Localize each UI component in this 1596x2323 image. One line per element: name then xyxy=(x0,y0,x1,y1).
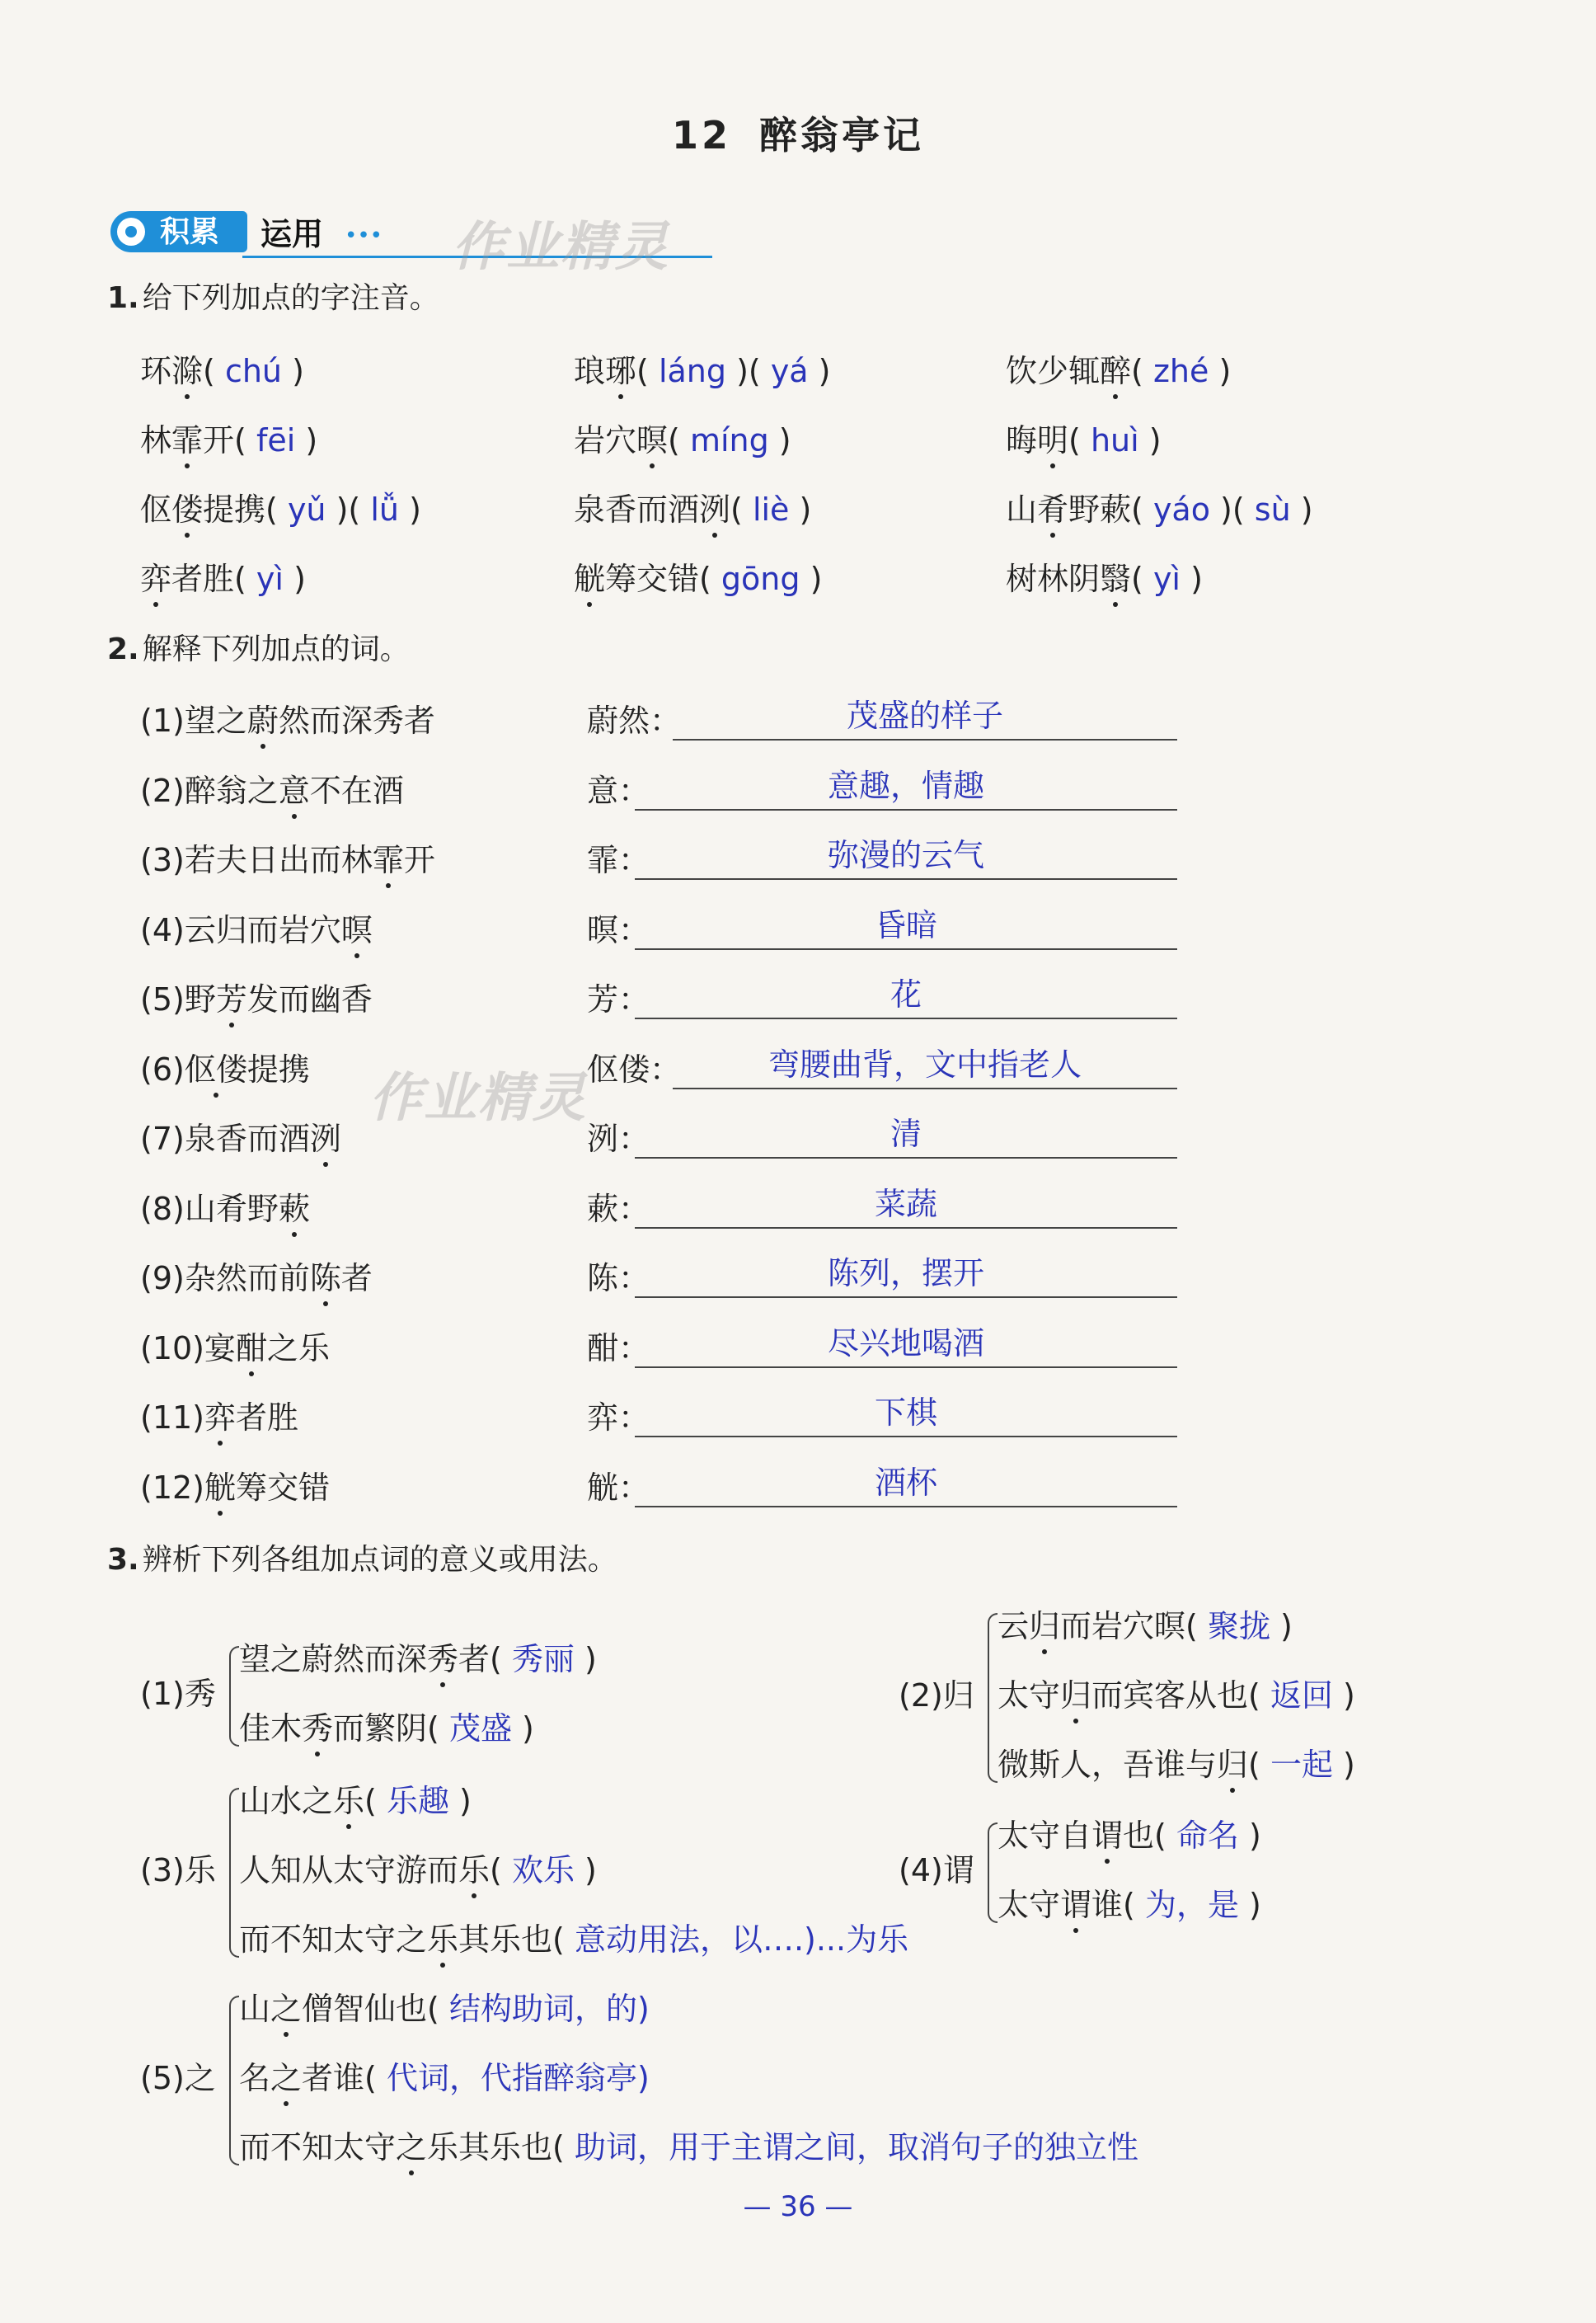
sentence-text: 山 xyxy=(239,1991,271,2027)
answer-line xyxy=(635,1366,1177,1368)
paren-text: ) xyxy=(305,422,318,458)
pinyin-answer: yǔ xyxy=(277,491,336,528)
usage-line xyxy=(239,1783,472,1819)
brace-bracket xyxy=(229,1646,239,1747)
definition-answer: 弯腰曲背，文中指老人 xyxy=(767,1046,1082,1083)
term-text: 泉香而酒 xyxy=(574,491,700,528)
pinyin-item xyxy=(574,422,791,458)
paren-text: )( xyxy=(336,491,361,528)
dotted-word: 乐 xyxy=(427,1921,459,1958)
usage-answer: 意动用法，以….)...为乐 xyxy=(564,1921,909,1958)
brace-bracket xyxy=(229,1996,239,2165)
paren-text: ) xyxy=(1343,1677,1355,1714)
pinyin-item xyxy=(574,353,831,389)
section-label-1: 积累 xyxy=(160,215,220,249)
group-label: (4)谓 xyxy=(899,1852,974,1888)
term-text: 环 xyxy=(140,353,172,389)
group-label: (2)归 xyxy=(899,1677,974,1714)
dotted-word: 蔚 xyxy=(246,703,279,739)
definition-answer: 茂盛的样子 xyxy=(846,698,1003,734)
sentence-text: 望之 xyxy=(184,703,247,739)
brace-bracket xyxy=(988,1822,998,1923)
section-label-2: 运用 xyxy=(261,216,324,252)
dotted-word: 之 xyxy=(270,1991,303,2027)
term-text: ( xyxy=(203,353,215,389)
paren-text: ) xyxy=(584,1852,597,1888)
dotted-word: 觥 xyxy=(204,1469,237,1506)
definition-answer: 下棋 xyxy=(874,1394,937,1431)
answer-line xyxy=(635,1227,1177,1229)
sentence-text: 太守 xyxy=(998,1887,1061,1923)
answer-line xyxy=(635,878,1177,880)
dotted-char: 觥 xyxy=(574,561,606,597)
sentence-text: 望之蔚然而深 xyxy=(239,1641,428,1677)
target-word: 蔚然： xyxy=(587,703,682,739)
paren-text: ) xyxy=(584,1641,597,1677)
sentence-text: 名 xyxy=(239,2060,271,2096)
sentence-text: 山肴野 xyxy=(184,1190,279,1227)
dotted-char: 洌 xyxy=(699,491,731,528)
pinyin-answer: huì xyxy=(1080,422,1149,458)
sentence-text: 其乐也( xyxy=(458,1921,565,1958)
definition-answer: 清 xyxy=(890,1116,922,1152)
pinyin-answer: sù xyxy=(1244,491,1301,528)
sentence-text: 山水之 xyxy=(239,1783,334,1819)
sentence-text: 之乐 xyxy=(267,1329,331,1366)
usage-answer: 秀丽 xyxy=(501,1641,585,1677)
target-word: 芳： xyxy=(587,981,650,1018)
dotted-char: 暝 xyxy=(636,422,669,458)
dotted-word: 陈 xyxy=(309,1260,341,1296)
dotted-word: 乐 xyxy=(333,1783,365,1819)
definition-row xyxy=(140,1191,310,1227)
sentence-text: 而繁阴( xyxy=(333,1710,439,1747)
definition-row xyxy=(140,1260,373,1296)
paren-text: ) xyxy=(1249,1887,1261,1923)
question-text: 辨析下列各组加点词的意义或用法。 xyxy=(142,1543,617,1577)
term-text: ( xyxy=(1131,353,1143,389)
dotted-word: 秀 xyxy=(302,1710,334,1747)
target-word: 霏： xyxy=(587,842,650,878)
paren-text: ) xyxy=(1190,561,1203,597)
usage-line xyxy=(998,1887,1261,1923)
answer-line xyxy=(635,1506,1177,1507)
group-label: (1)秀 xyxy=(140,1676,216,1712)
definition-row xyxy=(140,912,373,948)
dotted-char: 醉 xyxy=(1100,353,1132,389)
sentence-text: 者 xyxy=(340,1260,373,1296)
dotted-char: 翳 xyxy=(1100,561,1132,597)
paren-text: ) xyxy=(1148,422,1162,458)
sentence-text: 醉翁之 xyxy=(184,772,279,809)
answer-line xyxy=(635,809,1177,811)
definition-answer: 昏暗 xyxy=(874,906,937,943)
sentence-text: 泉香而酒 xyxy=(184,1121,310,1157)
paren-text: ) xyxy=(818,353,831,389)
usage-line xyxy=(239,1991,650,2027)
answer-line xyxy=(673,1088,1177,1089)
pinyin-item xyxy=(574,561,822,597)
usage-answer: 代词，代指醉翁亭) xyxy=(376,2060,650,2096)
pinyin-item xyxy=(1006,353,1231,389)
target-word: 陈： xyxy=(587,1260,650,1296)
target-word: 觥： xyxy=(587,1469,650,1506)
sentence-text: 开 xyxy=(403,842,435,878)
sentence-text: 人知从太守游而 xyxy=(239,1852,459,1888)
target-word: 酣： xyxy=(587,1329,650,1366)
answer-line xyxy=(673,739,1177,741)
usage-answer: 茂盛 xyxy=(439,1710,523,1747)
pinyin-answer: láng xyxy=(648,353,737,389)
term-text: 开( xyxy=(203,422,246,458)
paren-text: ) xyxy=(1300,491,1313,528)
definition-answer: 花 xyxy=(890,976,922,1013)
dotted-word: 之 xyxy=(270,2060,303,2096)
usage-answer: 欢乐 xyxy=(501,1852,585,1888)
pinyin-answer: lǚ xyxy=(360,491,410,528)
pinyin-item xyxy=(140,491,421,528)
question-3 xyxy=(107,1542,617,1578)
sentence-text: 若夫日出而林 xyxy=(184,842,373,878)
usage-line xyxy=(998,1817,1261,1854)
item-number: (9) xyxy=(140,1260,185,1296)
term-text: ( xyxy=(730,491,743,528)
group-label: (5)之 xyxy=(140,2060,216,2096)
paren-text: )( xyxy=(736,353,761,389)
question-number: 3. xyxy=(107,1543,139,1577)
target-word: 弈： xyxy=(587,1399,650,1436)
pinyin-answer: chú xyxy=(214,353,293,389)
term-text: 林 xyxy=(140,422,172,458)
dotted-char: 弈 xyxy=(140,561,172,597)
sentence-text: 者谁( xyxy=(302,2060,377,2096)
dotted-word: 暝 xyxy=(340,911,373,948)
sentence-text: ( xyxy=(490,1852,502,1888)
sentence-text: 也( xyxy=(1123,1817,1166,1854)
usage-line xyxy=(239,1710,534,1747)
sentence-text: 而不知太守之 xyxy=(239,1921,428,1958)
definition-row xyxy=(140,842,435,878)
dotted-word: 归 xyxy=(1029,1608,1061,1644)
target-word: 意： xyxy=(587,772,650,809)
question-text: 给下列加点的字注音。 xyxy=(142,281,439,315)
definition-row xyxy=(140,703,435,739)
item-number: (4) xyxy=(140,911,185,948)
pinyin-answer: liè xyxy=(742,491,800,528)
sentence-text: 佳木 xyxy=(239,1710,303,1747)
lesson-number: 12 xyxy=(671,113,731,158)
usage-answer: 命名 xyxy=(1166,1817,1250,1854)
sentence-text: 然而深秀者 xyxy=(278,703,435,739)
dotted-char: 霏 xyxy=(171,422,204,458)
watermark: 作业精灵 xyxy=(452,217,669,278)
usage-line xyxy=(239,1921,908,1958)
dotted-word: 归 xyxy=(1060,1677,1092,1714)
dotted-word: 芳 xyxy=(215,981,247,1018)
usage-line xyxy=(998,1677,1355,1714)
term-text: ( xyxy=(1131,561,1143,597)
dotted-word: 弈 xyxy=(204,1399,237,1436)
item-number: (5) xyxy=(140,981,185,1018)
definition-answer: 尽兴地喝酒 xyxy=(827,1324,984,1361)
sentence-text: 提携 xyxy=(246,1051,310,1088)
target-word: 暝： xyxy=(587,911,650,948)
item-number: (7) xyxy=(140,1121,185,1157)
usage-line xyxy=(239,2129,1138,2165)
usage-answer: 返回 xyxy=(1260,1677,1344,1714)
sentence-text: 宴 xyxy=(204,1329,237,1366)
brace-bracket xyxy=(988,1613,998,1783)
usage-line xyxy=(239,1641,597,1677)
question-2 xyxy=(107,632,410,668)
sentence-text: 云 xyxy=(998,1608,1030,1644)
pinyin-item xyxy=(1006,491,1313,528)
item-number: (11) xyxy=(140,1399,205,1436)
question-text: 解释下列加点的词。 xyxy=(142,632,410,666)
term-text: 晦 xyxy=(1006,422,1038,458)
definition-row xyxy=(140,773,404,809)
badge-inner-dot-icon xyxy=(125,226,137,237)
dotted-word: 乐 xyxy=(458,1852,491,1888)
sentence-text: 不在酒 xyxy=(309,772,404,809)
paren-text: ) xyxy=(1218,353,1232,389)
dotted-char: 肴 xyxy=(1037,491,1069,528)
item-number: (6) xyxy=(140,1051,185,1088)
dotted-word: 归 xyxy=(1217,1747,1249,1783)
dotted-char: 琊 xyxy=(605,353,637,389)
paren-text: ) xyxy=(522,1710,534,1747)
pinyin-item xyxy=(140,353,304,389)
dotted-word: 谓 xyxy=(1060,1887,1092,1923)
dotted-word: 洌 xyxy=(309,1121,341,1157)
group-label: (3)乐 xyxy=(140,1852,216,1888)
question-number: 1. xyxy=(107,281,139,315)
sentence-text: 者胜 xyxy=(236,1399,299,1436)
paren-text: ) xyxy=(799,491,812,528)
term-text: 野蔌( xyxy=(1068,491,1143,528)
watermark-2: 作业精灵 xyxy=(369,1068,587,1129)
paren-text: ) xyxy=(1280,1608,1293,1644)
sentence-text: 太守自 xyxy=(998,1817,1092,1854)
paren-text: ) xyxy=(409,491,421,528)
answer-line xyxy=(635,1018,1177,1019)
answer-line xyxy=(635,948,1177,950)
paren-text: ) xyxy=(292,353,304,389)
sentence-text: 乐其乐也( xyxy=(427,2129,565,2165)
sentence-text: 发而幽香 xyxy=(246,981,373,1018)
dotted-word: 伛偻 xyxy=(184,1051,247,1088)
target-word: 洌： xyxy=(587,1121,650,1157)
item-number: (8) xyxy=(140,1190,185,1227)
term-text: 筹交错( xyxy=(605,561,711,597)
sentence-text: 筹交错 xyxy=(236,1469,331,1506)
definition-row xyxy=(140,1051,310,1088)
usage-answer: 一起 xyxy=(1260,1747,1344,1783)
usage-answer: 结构助词，的) xyxy=(439,1991,650,2027)
page-title xyxy=(0,106,1596,160)
sentence-text: 者( xyxy=(458,1641,502,1677)
pinyin-answer: yì xyxy=(1143,561,1191,597)
term-text: 提携( xyxy=(203,491,278,528)
pinyin-answer: yáo xyxy=(1143,491,1221,528)
dotted-word: 之 xyxy=(396,2129,428,2165)
term-text: 树林阴 xyxy=(1006,561,1101,597)
sentence-text: ( xyxy=(364,1783,377,1819)
definition-row xyxy=(140,1330,330,1366)
definition-row xyxy=(140,1470,330,1506)
sentence-text: 野 xyxy=(184,981,216,1018)
item-number: (12) xyxy=(140,1469,205,1506)
definition-answer: 菜蔬 xyxy=(874,1185,937,1222)
dotted-word: 蔌 xyxy=(278,1190,310,1227)
pinyin-answer: yì xyxy=(246,561,294,597)
sentence-text: 谁( xyxy=(1091,1887,1135,1923)
paren-text: ) xyxy=(810,561,823,597)
dotted-char: 明 xyxy=(1037,422,1069,458)
term-text: ( xyxy=(668,422,680,458)
sentence-text: 而岩穴暝( xyxy=(1060,1608,1198,1644)
pinyin-answer: gōng xyxy=(711,561,810,597)
sentence-text: 太守 xyxy=(998,1677,1061,1714)
question-1 xyxy=(107,280,439,317)
paren-text: )( xyxy=(1220,491,1245,528)
sentence-text: 杂然而前 xyxy=(184,1260,310,1296)
usage-answer: 助词，用于主谓之间，取消句子的独立性 xyxy=(564,2129,1138,2165)
term-text: 岩穴 xyxy=(574,422,637,458)
dotted-word: 酣 xyxy=(236,1329,268,1366)
term-text: 饮少辄 xyxy=(1006,353,1101,389)
term-text: 琅 xyxy=(574,353,606,389)
pinyin-item xyxy=(1006,422,1162,458)
definition-row xyxy=(140,981,373,1018)
dotted-word: 意 xyxy=(278,772,310,809)
sentence-text: 而宾客从也( xyxy=(1091,1677,1260,1714)
definition-row xyxy=(140,1121,341,1157)
sentence-text: 而不知太守 xyxy=(239,2129,397,2165)
paren-text: ) xyxy=(1343,1747,1355,1783)
pinyin-item xyxy=(140,561,306,597)
sentence-text: 僧智仙也( xyxy=(302,1991,439,2027)
paren-text: ) xyxy=(293,561,306,597)
usage-answer: 为，是 xyxy=(1134,1887,1250,1923)
term-text: 山 xyxy=(1006,491,1038,528)
pinyin-answer: zhé xyxy=(1143,353,1219,389)
sentence-text: 云归而岩穴 xyxy=(184,911,341,948)
pinyin-answer: yá xyxy=(760,353,819,389)
term-text: 者胜( xyxy=(171,561,246,597)
sentence-text: ( xyxy=(1248,1747,1260,1783)
definition-row xyxy=(140,1399,298,1436)
paren-text: ) xyxy=(778,422,791,458)
usage-line xyxy=(239,2060,650,2096)
term-text: 伛 xyxy=(140,491,172,528)
item-number: (10) xyxy=(140,1329,205,1366)
section-dots: ••• xyxy=(345,223,383,248)
usage-answer: 聚拢 xyxy=(1197,1608,1281,1644)
usage-line xyxy=(998,1747,1355,1783)
usage-line xyxy=(239,1852,597,1888)
pinyin-item xyxy=(140,422,317,458)
sentence-text: 微斯人，吾谁与 xyxy=(998,1747,1218,1783)
answer-line xyxy=(635,1296,1177,1298)
term-text: ( xyxy=(636,353,649,389)
pinyin-answer: fēi xyxy=(246,422,306,458)
answer-line xyxy=(635,1157,1177,1159)
definition-answer: 意趣，情趣 xyxy=(827,767,984,804)
item-number: (3) xyxy=(140,842,185,878)
page-number: — 36 — xyxy=(743,2190,853,2223)
answer-line xyxy=(635,1436,1177,1437)
brace-bracket xyxy=(229,1788,239,1958)
usage-line xyxy=(998,1608,1293,1644)
paren-text: ) xyxy=(459,1783,472,1819)
term-text: ( xyxy=(1068,422,1081,458)
pinyin-answer: míng xyxy=(679,422,779,458)
target-word: 蔌： xyxy=(587,1190,650,1227)
pinyin-item xyxy=(574,491,811,528)
lesson-title: 醉翁亭记 xyxy=(759,113,924,158)
definition-answer: 弥漫的云气 xyxy=(827,837,984,873)
pinyin-item xyxy=(1006,561,1203,597)
dotted-char: 偻 xyxy=(171,491,204,528)
definition-answer: 陈列，摆开 xyxy=(827,1255,984,1291)
dotted-word: 谓 xyxy=(1091,1817,1124,1854)
item-number: (2) xyxy=(140,772,185,809)
dotted-word: 秀 xyxy=(427,1641,459,1677)
usage-answer: 乐趣 xyxy=(376,1783,460,1819)
definition-answer: 酒杯 xyxy=(874,1464,937,1501)
target-word: 伛偻： xyxy=(587,1051,682,1088)
item-number: (1) xyxy=(140,703,185,739)
paren-text: ) xyxy=(1249,1817,1261,1854)
dotted-word: 霏 xyxy=(372,842,404,878)
dotted-char: 滁 xyxy=(171,353,204,389)
question-number: 2. xyxy=(107,632,139,666)
